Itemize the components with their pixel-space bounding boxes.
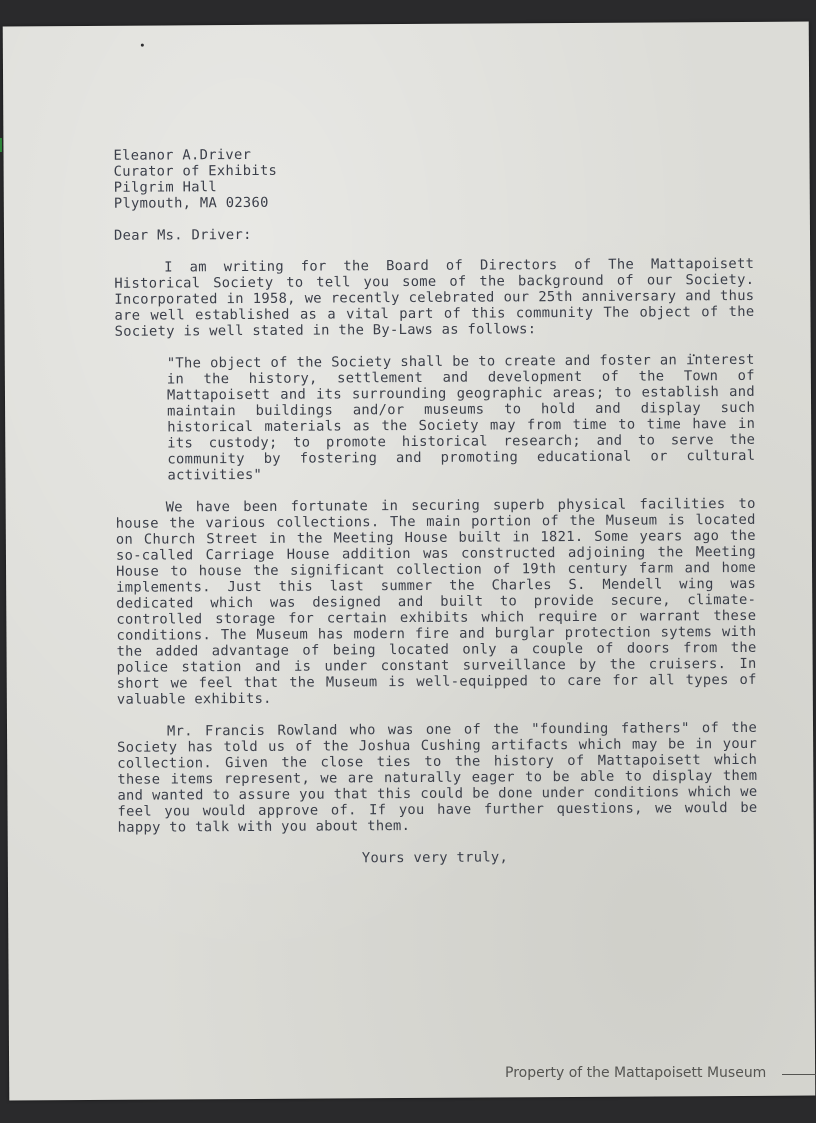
edge-mark <box>0 138 2 152</box>
recipient-name: Eleanor A.Driver <box>113 146 252 164</box>
museum-watermark: Property of the Mattapoisett Museum <box>505 1065 767 1081</box>
recipient-city: Plymouth, MA 02360 <box>113 194 269 212</box>
letter-page <box>3 22 816 1101</box>
paragraph-facilities: We have been fortunate in securing superb physical facilities to house the various collections. The main portion of the Museum is located on Church Street in the Meeting House built in 1821. Some years ago the so-called Carriage House addition was constructed adjoining the Meeting House to house the significant collection of 19th century farm and home implements. Just this last summer the Charles S. Mendell wing was dedicated which was designed and built to provide secure, climate-controlled storage for certain exhibits which require or warrant these conditions. The Museum has modern fire and burglar protection sytems with the added advantage of being located only a couple of doors from the police station and is under constant surveillance by the cruisers. In short we feel that the Museum is well-equipped to care for all types of valuable exhibits. <box>115 495 757 708</box>
recipient-title: Curator of Exhibits <box>113 162 278 180</box>
paragraph-intro: I am writing for the Board of Directors of The Mattapoisett Historical Society to tell you some of the background of our Society. Incorporated in 1958, we recently celebrated our 25th anniversary and thus are well established as a vital part of this community The object of the Society is well stated in the By-Laws as follows: <box>114 255 755 340</box>
paragraph-request: Mr. Francis Rowland who was one of the "founding fathers" of the Society has told us of the Joshua Cushing artifacts which may be in your collection. Given the close ties to the history of Mattapoisett which these items represent, we are naturally eager to be able to display them and wanted to assure you that this could be done under conditions which we feel you would approve of. If you have further questions, we would be happy to talk with you about them. <box>117 719 758 836</box>
salutation: Dear Ms. Driver: <box>113 226 252 244</box>
recipient-organization: Pilgrim Hall <box>113 179 218 196</box>
letter-body <box>113 144 757 868</box>
watermark-rule <box>782 1074 816 1075</box>
recipient-address <box>113 144 753 212</box>
bylaws-quote: "The object of the Society shall be to create and foster an interest in the history, settlement and development of the Town of Mattapoisett and its surrounding geographic areas; to establish and maintain buildings and/or museums to hold and display such historical materials as the Society may from time to time have in its custody; to promote historical research; and to serve the community by fostering and promoting educational or cultural activities" <box>166 351 756 484</box>
paper-speck <box>141 44 144 47</box>
closing: Yours very truly, <box>361 849 509 867</box>
